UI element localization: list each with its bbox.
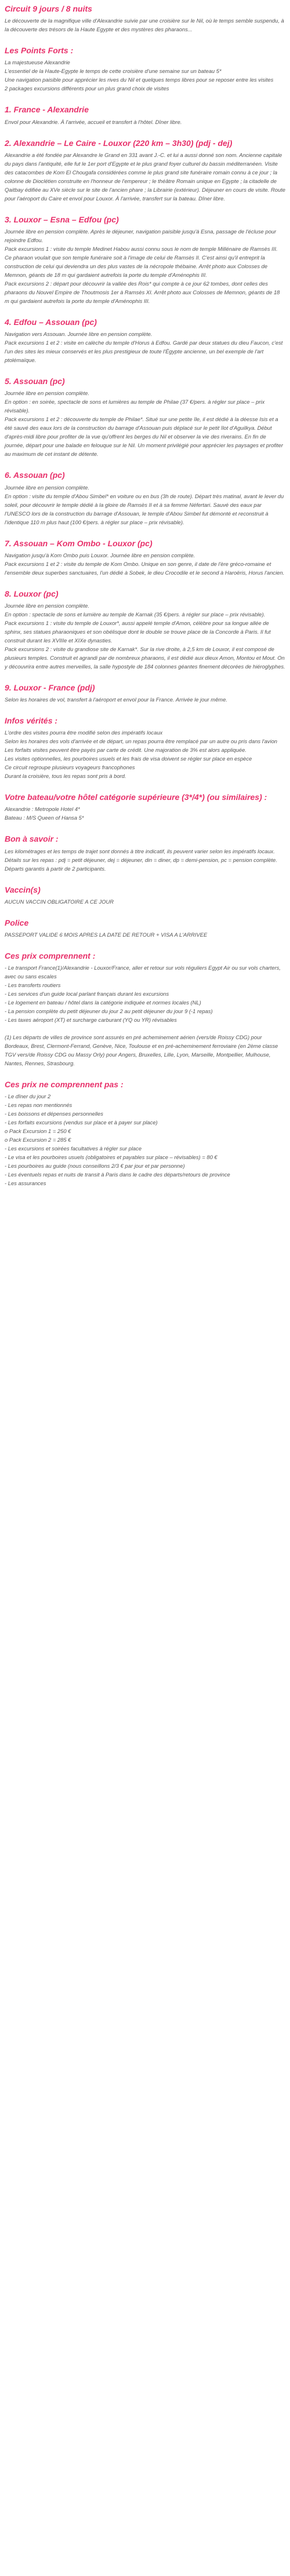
day-text: Selon les horaires de vol, transfert à l'aéroport et envol pour la France. Arrivée le jour même. (5, 696, 227, 703)
day-7-section (5, 538, 285, 577)
intro-text: Le découverte de la magnifique ville d'Alexandrie suivie par une croisière sur le Nil, où le temps semble suspendu, à la découverte des trésors de la Haute Egypte et des mystères des pharaons... (5, 17, 284, 33)
bon-savoir-text: Les kilométrages et les temps de trajet sont donnés à titre indicatif, ils peuvent varier selon les impératifs locaux. Détails sur les repas : pdj = petit déjeuner, dej = déjeuner, din = diner, dp = demi-pension, pc = pension complète. Départs garantis à partir de 2 participants. (5, 847, 277, 872)
day-text: Journée libre en pension complète. En option : en soirée, spectacle de sons et lumières au temple de Philae (37 €/pers. à régler sur place – prix révisable). Pack excursions 1 et 2 : découverte du temple de Philae*. Situé sur une petite île, il est dédié à la déesse Isis et a été sauvé des eaux lors de la construction du barrage d'Assouan puis déplacé sur le petit îlot d'Aguilkya. Début d'après-midi libre pour profiter de la vue qu'offrent les berges du Nil et observer la vie des riverains. En fin de journée, départ pour une balade en felouque sur le Nil. Un moment privilégié pour apprécier les paysages et profiter au maximum de cet instant de détente. (5, 390, 283, 458)
police-title: Police (5, 918, 29, 927)
points-forts-section (5, 45, 285, 93)
day-title: 4. Edfou – Assouan (pc) (5, 317, 97, 327)
prix-comprennent-text: - Le transport France(1)/Alexandrie - Louxor/France, aller et retour sur vols réguliers Egypt Air ou sur vols charters, avec ou sans escales - Les transferts routiers - Les services d'un guide local parlant français durant les excursions - Le logement en bateau / hôtel dans la catégorie indiquée et normes locales (NL) - La pension complète du petit déjeuner du jour 2 au petit déjeuner du jour 9 (-1 repas) - Les taxes aéroport (XT) et surcharge carburant (YQ ou YR) révisables (1) Les départs de villes de province sont assurés en pré acheminement aérien (vers/de Roissy CDG) pour Bordeaux, Brest, Clermont-Ferrand, Genève, Nice, Toulouse et en pré-acheminement ferroviaire (en 2ème classe TGV vers/de Roissy CDG ou Massy Orly) pour Angers, Bruxelles, Lille, Lyon, Marseille, Montpellier, Mulhouse, Nantes, Rennes, Strasbourg. (5, 964, 281, 1067)
police-section (5, 918, 285, 939)
day-title: 7. Assouan – Kom Ombo - Louxor (pc) (5, 538, 153, 548)
day-title: 5. Assouan (pc) (5, 377, 65, 386)
day-text: Alexandrie a été fondée par Alexandre le Grand en 331 avant J.-C. et lui a aussi donné son nom. Ancienne capitale du pays dans l'antiquité, elle fut le 1er port d'Egypte et le plus grand foyer culturel du bassin méditerranéen. Visite des catacombes de Kom El Chougafa considérées comme le plus grand site funéraire romain connu à ce jour ; la colonne de Dioclétien construite en l'honneur de l'empereur ; le théâtre Romain unique en Egypte ; la citadelle de Qaitbay édifiée au XVe siècle sur le site de l'ancien phare ; la Librairie (extérieur). Déjeuner en cours de visite. Route pour l'aéroport du Caire et envol pour Louxor. À l'arrivée, transfert sur la bateau. Dîner libre. (5, 151, 285, 202)
bon-savoir-title: Bon à savoir : (5, 834, 59, 844)
infos-section (5, 715, 285, 780)
prix-comprennent-section (5, 951, 285, 1068)
day-1-section (5, 104, 285, 126)
prix-ne-comprennent-section (5, 1079, 285, 1187)
hotel-section (5, 792, 285, 822)
day-title: 2. Alexandrie – Le Caire - Louxor (220 km – 3h30) (pdj - dej) (5, 138, 233, 148)
day-text: Navigation jusqu'à Kom Ombo puis Louxor. Journée libre en pension complète. Pack excursions 1 et 2 : visite du temple de Kom Ombo. Unique en son genre, il date de l'ère gréco-romaine et l'ensemble deux superbes sanctuaires, l'un dédié à Sobek, le dieu Crocodile et le second à Haroëris, Horus l'ancien. (5, 551, 285, 576)
page-content (0, 0, 290, 1201)
day-8-section (5, 589, 285, 671)
vaccins-title: Vaccin(s) (5, 885, 41, 894)
day-title: 6. Assouan (pc) (5, 470, 65, 480)
hotel-title: Votre bateau/votre hôtel catégorie supérieure (3*/4*) (ou similaires) : (5, 792, 267, 802)
hotel-text: Alexandrie : Metropole Hotel 4* Bateau : M/S Queen of Hansa 5* (5, 806, 84, 821)
prix-ne-comprennent-title: Ces prix ne comprennent pas : (5, 1080, 124, 1090)
day-text: Journée libre en pension complète. Après le déjeuner, navigation paisible jusqu'à Esna, passage de l'écluse pour rejoindre Edfou. Pack excursions 1 : visite du temple Medinet Habou aussi connu sous le nom de temple Millénaire de Ramsès III. Ce pharaon voulait que son temple funéraire soit à l'image de celui de Ramsès II. C'est ainsi qu'il entreprit la construction de celui qui deviendra un des plus vastes de la nécropole thébaine. Arrêt photo aux Colosses de Memnon, géants de 18 m qui gardaient autrefois la porte du temple d'Aménophis III. Pack excursions 2 : départ pour découvrir la vallée des Rois* qui compte à ce jour 62 tombes, dont celles des pharaons du Nouvel Empire de Thoutmosis 1er à Ramsès XI. Arrêt photo aux Colosses de Memnon, géants de 18 m qui gardaient autrefois la porte du temple d'Aménophis III. (5, 228, 280, 304)
day-title: 8. Louxor (pc) (5, 589, 59, 598)
header-section (5, 3, 285, 34)
day-5-section (5, 376, 285, 458)
vaccins-section (5, 885, 285, 906)
day-title: 1. France - Alexandrie (5, 105, 89, 115)
points-forts-title: Les Points Forts : (5, 46, 74, 56)
prix-ne-comprennent-text: - Le dîner du jour 2 - Les repas non mentionnés - Les boissons et dépenses personnelles - Les forfaits excursions (vendus sur place et à payer sur place) o Pack Excursion 1 = 250 € o Pack Excursion 2 = 285 € - Les excursions et soirées facultatives à régler sur place - Le visa et les pourboires usuels (obligatoires et payables sur place – révisables) = 80 € - Les pourboires au guide (nous conseillons 2/3 € par jour et par personne) - Les éventuels repas et nuits de transit à Paris dans le cadre des départs/retours de province - Les assurances (5, 1093, 230, 1187)
infos-text: L'ordre des visites pourra être modifié selon des impératifs locaux Selon les horaires des vols d'arrivée et de départ, un repas pourra être remplacé par un autre ou pris dans l'avion Les forfaits visites peuvent être payés par carte de crédit. Une majoration de 3% est alors appliquée. Les visites optionnelles, les pourboires usuels et les frais de visa doivent se régler sur place en espèce Ce circuit regroupe plusieurs voyageurs francophones Durant la croisière, tous les repas sont pris à bord. (5, 729, 277, 780)
page-title: Circuit 9 jours / 8 nuits (5, 4, 92, 13)
day-2-section (5, 138, 285, 203)
day-text: Navigation vers Assouan. Journée libre en pension complète. Pack excursions 1 et 2 : visite en calèche du temple d'Horus à Edfou. Gardé par deux statues du dieu Faucon, c'est l'un des sites les mieux conservés et les plus prestigieux de toute l'Égypte ancienne, un bel exemple de l'art ptolémaïque. (5, 331, 283, 364)
day-text: Journée libre en pension complète. En option : spectacle de sons et lumière au temple de Karnak (35 €/pers. à régler sur place – prix révisable). Pack excursions 1 : visite du temple de Louxor*, aussi appelé temple d'Amon, célèbre pour sa longue allée de sphinx, ses statues pharaoniques et son obélisque dont le double se trouve place de la Concorde à Paris. Il fut construit durant les XVIIIe et XIXe dynasties. Pack excursions 2 : visite du grandiose site de Karnak*. Sur la rive droite, à 2,5 km de Louxor, il est composé de plusieurs temples. Construit et agrandi par de nombreux pharaons, il est dédié aux dieux Amon, Montou et Mout. On y découvrira entre autres merveilles, la salle hypostyle de 184 colonnes géantes finement décorées de hiéroglyphes. (5, 602, 285, 670)
prix-comprennent-title: Ces prix comprennent : (5, 951, 96, 960)
police-text: PASSEPORT VALIDE 6 MOIS APRES LA DATE DE RETOUR + VISA A L'ARRIVEE (5, 931, 208, 938)
day-text: Envol pour Alexandrie. À l'arrivée, accueil et transfert à l'hôtel. Dîner libre. (5, 118, 182, 125)
vaccins-text: AUCUN VACCIN OBLIGATOIRE A CE JOUR (5, 898, 114, 905)
points-forts-text: La majestueuse Alexandrie L'essentiel de la Haute-Egypte le temps de cette croisière d'une semaine sur un bateau 5* Une navigation paisible pour apprécier les rives du Nil et quelques temps libres pour se reposer entre les visites 2 packages excursions différents pour un plus grand choix de visites (5, 59, 274, 92)
day-title: 9. Louxor - France (pdj) (5, 682, 95, 692)
infos-title: Infos vérités : (5, 716, 58, 726)
day-text: Journée libre en pension complète. En option : visite du temple d'Abou Simbel* en voiture ou en bus (3h de route). Départ très matinal, avant le lever du soleil, pour découvrir le temple dédié à la gloire de Ramsès II et à sa femme Néfertari. Sauvé des eaux par l'UNESCO lors de la construction du barrage d'Assouan, le temple d'Abou Simbel fut démonté et reconstruit à l'identique 110 m plus haut (100 €/pers. à régler sur place – prix révisable). (5, 484, 284, 525)
bon-savoir-section (5, 834, 285, 872)
day-3-section (5, 214, 285, 305)
day-6-section (5, 470, 285, 526)
day-9-section (5, 682, 285, 704)
day-title: 3. Louxor – Esna – Edfou (pc) (5, 214, 119, 224)
day-4-section (5, 317, 285, 364)
